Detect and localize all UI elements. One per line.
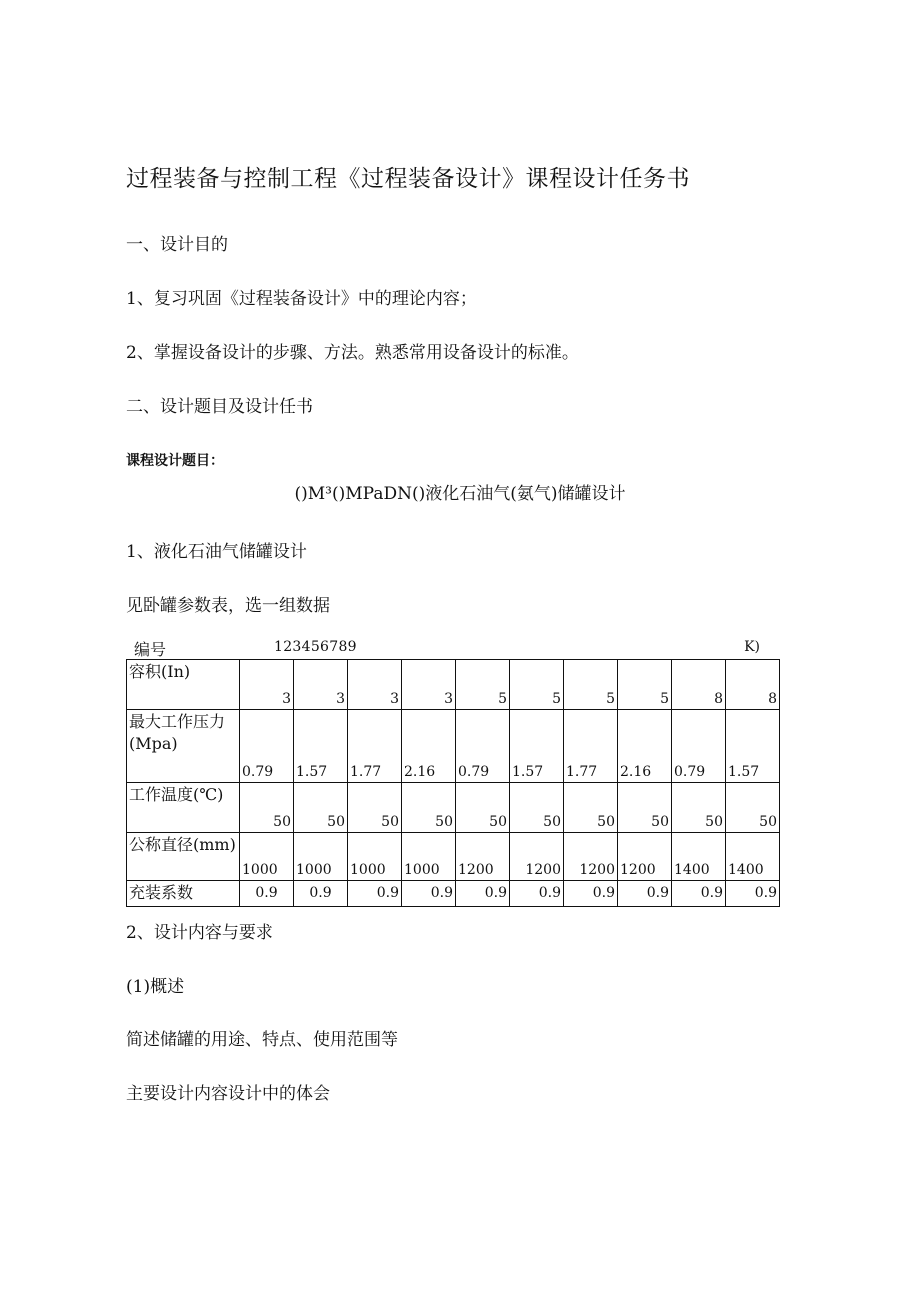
table-cell: 0.9	[348, 881, 402, 907]
table-cell: 0.9	[240, 881, 294, 907]
table-row-diameter	[127, 833, 780, 881]
table-cell: 0.79	[240, 710, 294, 783]
topic-text: ()M³()MPaDN()液化石油气(氨气)储罐设计	[294, 484, 626, 504]
table-row-volume	[127, 660, 780, 710]
table-cell: 0.9	[510, 881, 564, 907]
table-cell: 1000	[402, 833, 456, 881]
table-cell: 1200	[618, 833, 672, 881]
table-cell: 0.9	[726, 881, 780, 907]
table-cell: 50	[510, 783, 564, 833]
table-cell: 1.57	[294, 710, 348, 783]
instruction-text: 见卧罐参数表，选一组数据	[126, 596, 330, 616]
tank-parameter-table	[126, 659, 780, 907]
overview-description: 简述储罐的用途、特点、使用范围等	[126, 1030, 398, 1050]
row-label-temperature: 工作温度(℃)	[127, 783, 240, 833]
subsection-overview: (1)概述	[126, 977, 185, 997]
table-cell: 0.9	[294, 881, 348, 907]
table-cell: 2.16	[618, 710, 672, 783]
table-row-temperature	[127, 783, 780, 833]
purpose-item-2: 2、掌握设备设计的步骤、方法。熟悉常用设备设计的标准。	[126, 343, 579, 363]
number-label: 编号	[134, 640, 167, 659]
table-cell: 1.77	[564, 710, 618, 783]
table-cell: 1000	[294, 833, 348, 881]
table-cell: 1.77	[348, 710, 402, 783]
table-cell: 50	[564, 783, 618, 833]
purpose-item-1: 1、复习巩固《过程装备设计》中的理论内容；	[126, 289, 477, 309]
table-number-row	[126, 637, 778, 659]
table-cell: 3	[402, 660, 456, 710]
table-cell: 1200	[456, 833, 510, 881]
number-sequence: 123456789	[274, 639, 357, 655]
table-cell: 8	[672, 660, 726, 710]
section-heading-topic: 二、设计题目及设计任书	[126, 397, 313, 417]
table-cell: 50	[456, 783, 510, 833]
table-cell: 50	[240, 783, 294, 833]
table-row-fill-factor	[127, 881, 780, 907]
topic-label: 课程设计题目：	[126, 453, 224, 469]
table-cell: 0.79	[456, 710, 510, 783]
section-heading-purpose: 一、设计目的	[126, 235, 228, 255]
closing-line: 主要设计内容设计中的体会	[126, 1084, 330, 1104]
table-cell: 5	[618, 660, 672, 710]
table-cell: 5	[564, 660, 618, 710]
table-cell: 1.57	[510, 710, 564, 783]
subsection-lpg-tank: 1、液化石油气储罐设计	[126, 542, 307, 562]
table-cell: 50	[726, 783, 780, 833]
row-label-volume: 容积(In)	[127, 660, 240, 710]
table-cell: 1.57	[726, 710, 780, 783]
table-cell: 0.9	[402, 881, 456, 907]
document-title: 过程装备与控制工程《过程装备设计》课程设计任务书	[126, 166, 690, 192]
table-cell: 2.16	[402, 710, 456, 783]
table-cell: 1000	[348, 833, 402, 881]
row-label-pressure: 最大工作压力(Mpa)	[127, 710, 240, 783]
number-tail: K)	[744, 639, 760, 655]
table-cell: 8	[726, 660, 780, 710]
table-row-pressure	[127, 710, 780, 783]
table-cell: 1200	[564, 833, 618, 881]
table-cell: 50	[294, 783, 348, 833]
table-cell: 0.9	[618, 881, 672, 907]
table-cell: 3	[294, 660, 348, 710]
table-cell: 1400	[726, 833, 780, 881]
section-heading-content: 2、设计内容与要求	[126, 923, 273, 943]
table-cell: 50	[402, 783, 456, 833]
table-cell: 1200	[510, 833, 564, 881]
table-cell: 3	[348, 660, 402, 710]
table-cell: 3	[240, 660, 294, 710]
table-cell: 1000	[240, 833, 294, 881]
table-cell: 5	[456, 660, 510, 710]
table-cell: 5	[510, 660, 564, 710]
table-cell: 50	[618, 783, 672, 833]
table-cell: 0.9	[672, 881, 726, 907]
table-cell: 0.9	[564, 881, 618, 907]
table-cell: 50	[348, 783, 402, 833]
row-label-fill-factor: 充装系数	[127, 881, 240, 907]
table-cell: 1400	[672, 833, 726, 881]
table-cell: 0.9	[456, 881, 510, 907]
table-cell: 50	[672, 783, 726, 833]
row-label-diameter: 公称直径(mm)	[127, 833, 240, 881]
table-cell: 0.79	[672, 710, 726, 783]
